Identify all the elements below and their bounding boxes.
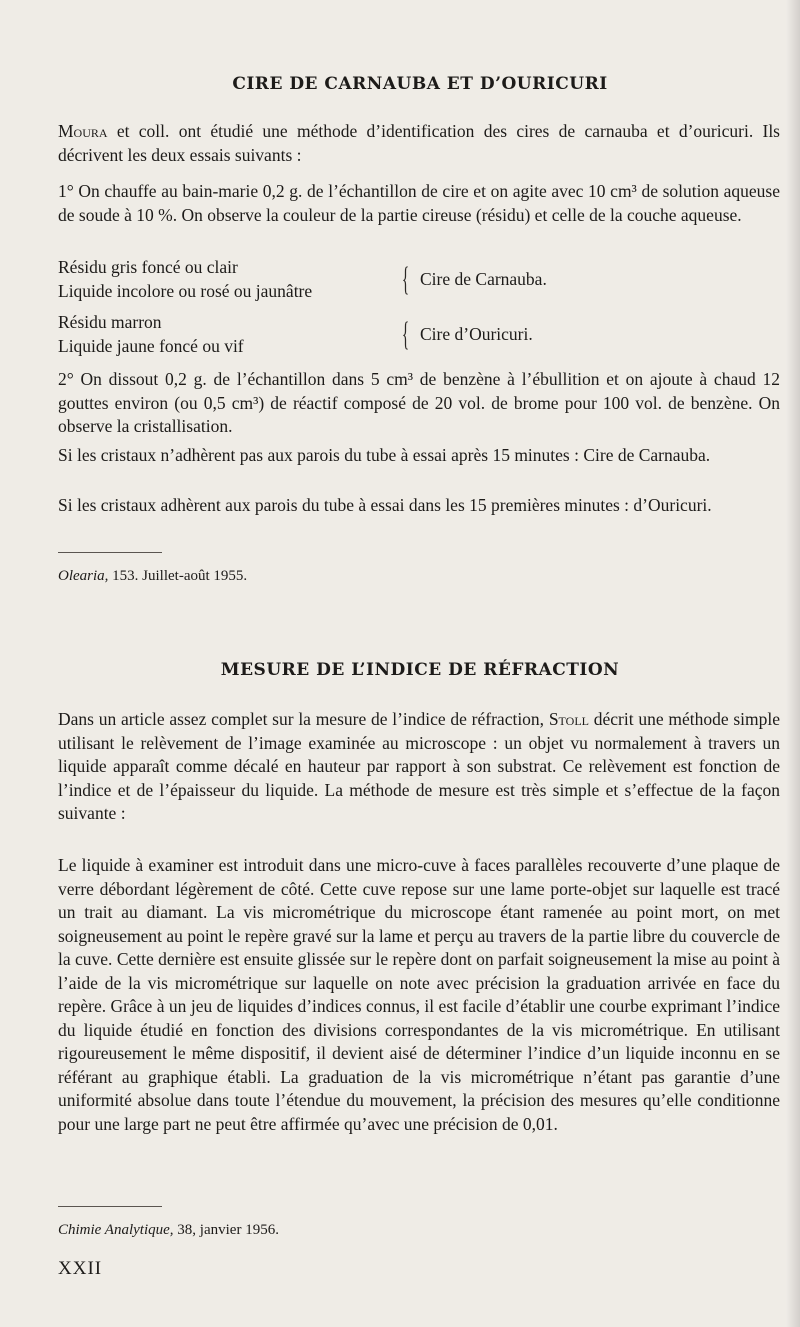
footnote-divider [58, 1206, 162, 1207]
result-cases [58, 256, 780, 358]
case-line: Résidu gris foncé ou clair [58, 257, 238, 277]
brace-icon: { [401, 260, 410, 298]
para1-text: décrit une méthode simple utilisant le relèvement de l’image examinée au microscope : un objet vu normalement à travers un liquide apparaît comme décalé en hauteur par rapport à son substrat. Ce relèvement est fonction de l’indice et de l’épaisseur du liquide. La méthode de mesure est très simple et s’effectue de la façon suivante : [58, 709, 780, 823]
article1-intro-text: et coll. ont étudié une méthode d’identification des cires de carnauba et d’ouricuri. Ils décrivent les deux essais suivants : [58, 121, 780, 165]
source-details: 38, janvier 1956. [173, 1222, 279, 1238]
page-number: XXII [58, 1258, 103, 1279]
article2-title: MESURE DE L’INDICE DE RÉFRACTION [220, 660, 620, 680]
article2-para2: Le liquide à examiner est introduit dans une micro-cuve à faces parallèles recouverte d’une plaque de verre débordant légèrement de côté. Cette cuve repose sur une lame porte-objet sur laquelle est tracé un trait au diamant. La vis micrométrique du microscope étant ramenée au point mort, on met soigneusement au point le repère gravé sur la lame et perçu au travers de la partie libre du couvercle de la cuve. Cette dernière est ensuite glissée sur le repère dont on parfait soigneusement la mise au point à l’aide de la vis micrométrique sur laquelle on note avec précision la graduation arrivée en face du repère. Grâce à un jeu de liquides d’indices connus, il est facile d’établir une courbe exprimant l’indice du liquide étudié en fonction des divisions correspondantes de la vis micrométrique. En utilisant rigoureusement le même dispositif, il devient aisé de déterminer l’indice d’un liquide inconnu en se référant au graphique établi. La graduation de la vis micrométrique n’étant pas garantie d’une uniformité absolue dans toute l’étendue du mouvement, la précision des mesures qu’elle conditionne pour une large part ne peut être affirmée qu’avec une précision de 0,01. [58, 855, 780, 1134]
brace-icon: { [401, 315, 410, 353]
article2-source [58, 1222, 279, 1239]
case-carnauba [58, 256, 780, 303]
case-result: Cire de Carnauba. [420, 268, 547, 289]
case-line: Liquide jaune foncé ou vif [58, 335, 244, 356]
case-result: Cire d’Ouricuri. [420, 323, 533, 344]
article1-title: CIRE DE CARNAUBA ET D’OURICURI [232, 74, 608, 94]
article2-para1 [58, 708, 780, 826]
case-description [58, 256, 398, 303]
article1-test2: 2° On dissout 0,2 g. de l’échantillon dans 5 cm³ de benzène à l’ébullition et on ajoute à chaud 12 gouttes environ (ou 0,5 cm³) de réactif composé de 20 vol. de brome pour 100 vol. de benzène. On observe la cristallisation. [58, 369, 780, 436]
case-line: Liquide incolore ou rosé ou jaunâtre [58, 280, 313, 301]
article1-source [58, 568, 247, 585]
source-journal: Olearia, [58, 568, 109, 584]
source-journal: Chimie Analytique, [58, 1222, 174, 1238]
case-line: Résidu marron [58, 312, 162, 332]
author-moura: Moura [58, 121, 108, 141]
article1-intro [58, 120, 780, 167]
article1-result-carnauba: Si les cristaux n’adhèrent pas aux parois du tube à essai après 15 minutes : Cire de Carnauba. [58, 445, 711, 465]
author-stoll: Stoll [548, 709, 589, 729]
para1-text: Dans un article assez complet sur la mesure de l’indice de réfraction, [58, 709, 549, 729]
source-details: 153. Juillet-août 1955. [108, 568, 248, 584]
case-ouricuri [58, 311, 780, 358]
case-description [58, 311, 398, 358]
article1-result-ouricuri: Si les cristaux adhèrent aux parois du tube à essai dans les 15 premières minutes : d’Ouricuri. [58, 495, 712, 515]
footnote-divider [58, 552, 162, 553]
article1-test1: 1° On chauffe au bain-marie 0,2 g. de l’échantillon de cire et on agite avec 10 cm³ de solution aqueuse de soude à 10 %. On observe la couleur de la partie cireuse (résidu) et celle de la couche aqueuse. [58, 181, 780, 225]
